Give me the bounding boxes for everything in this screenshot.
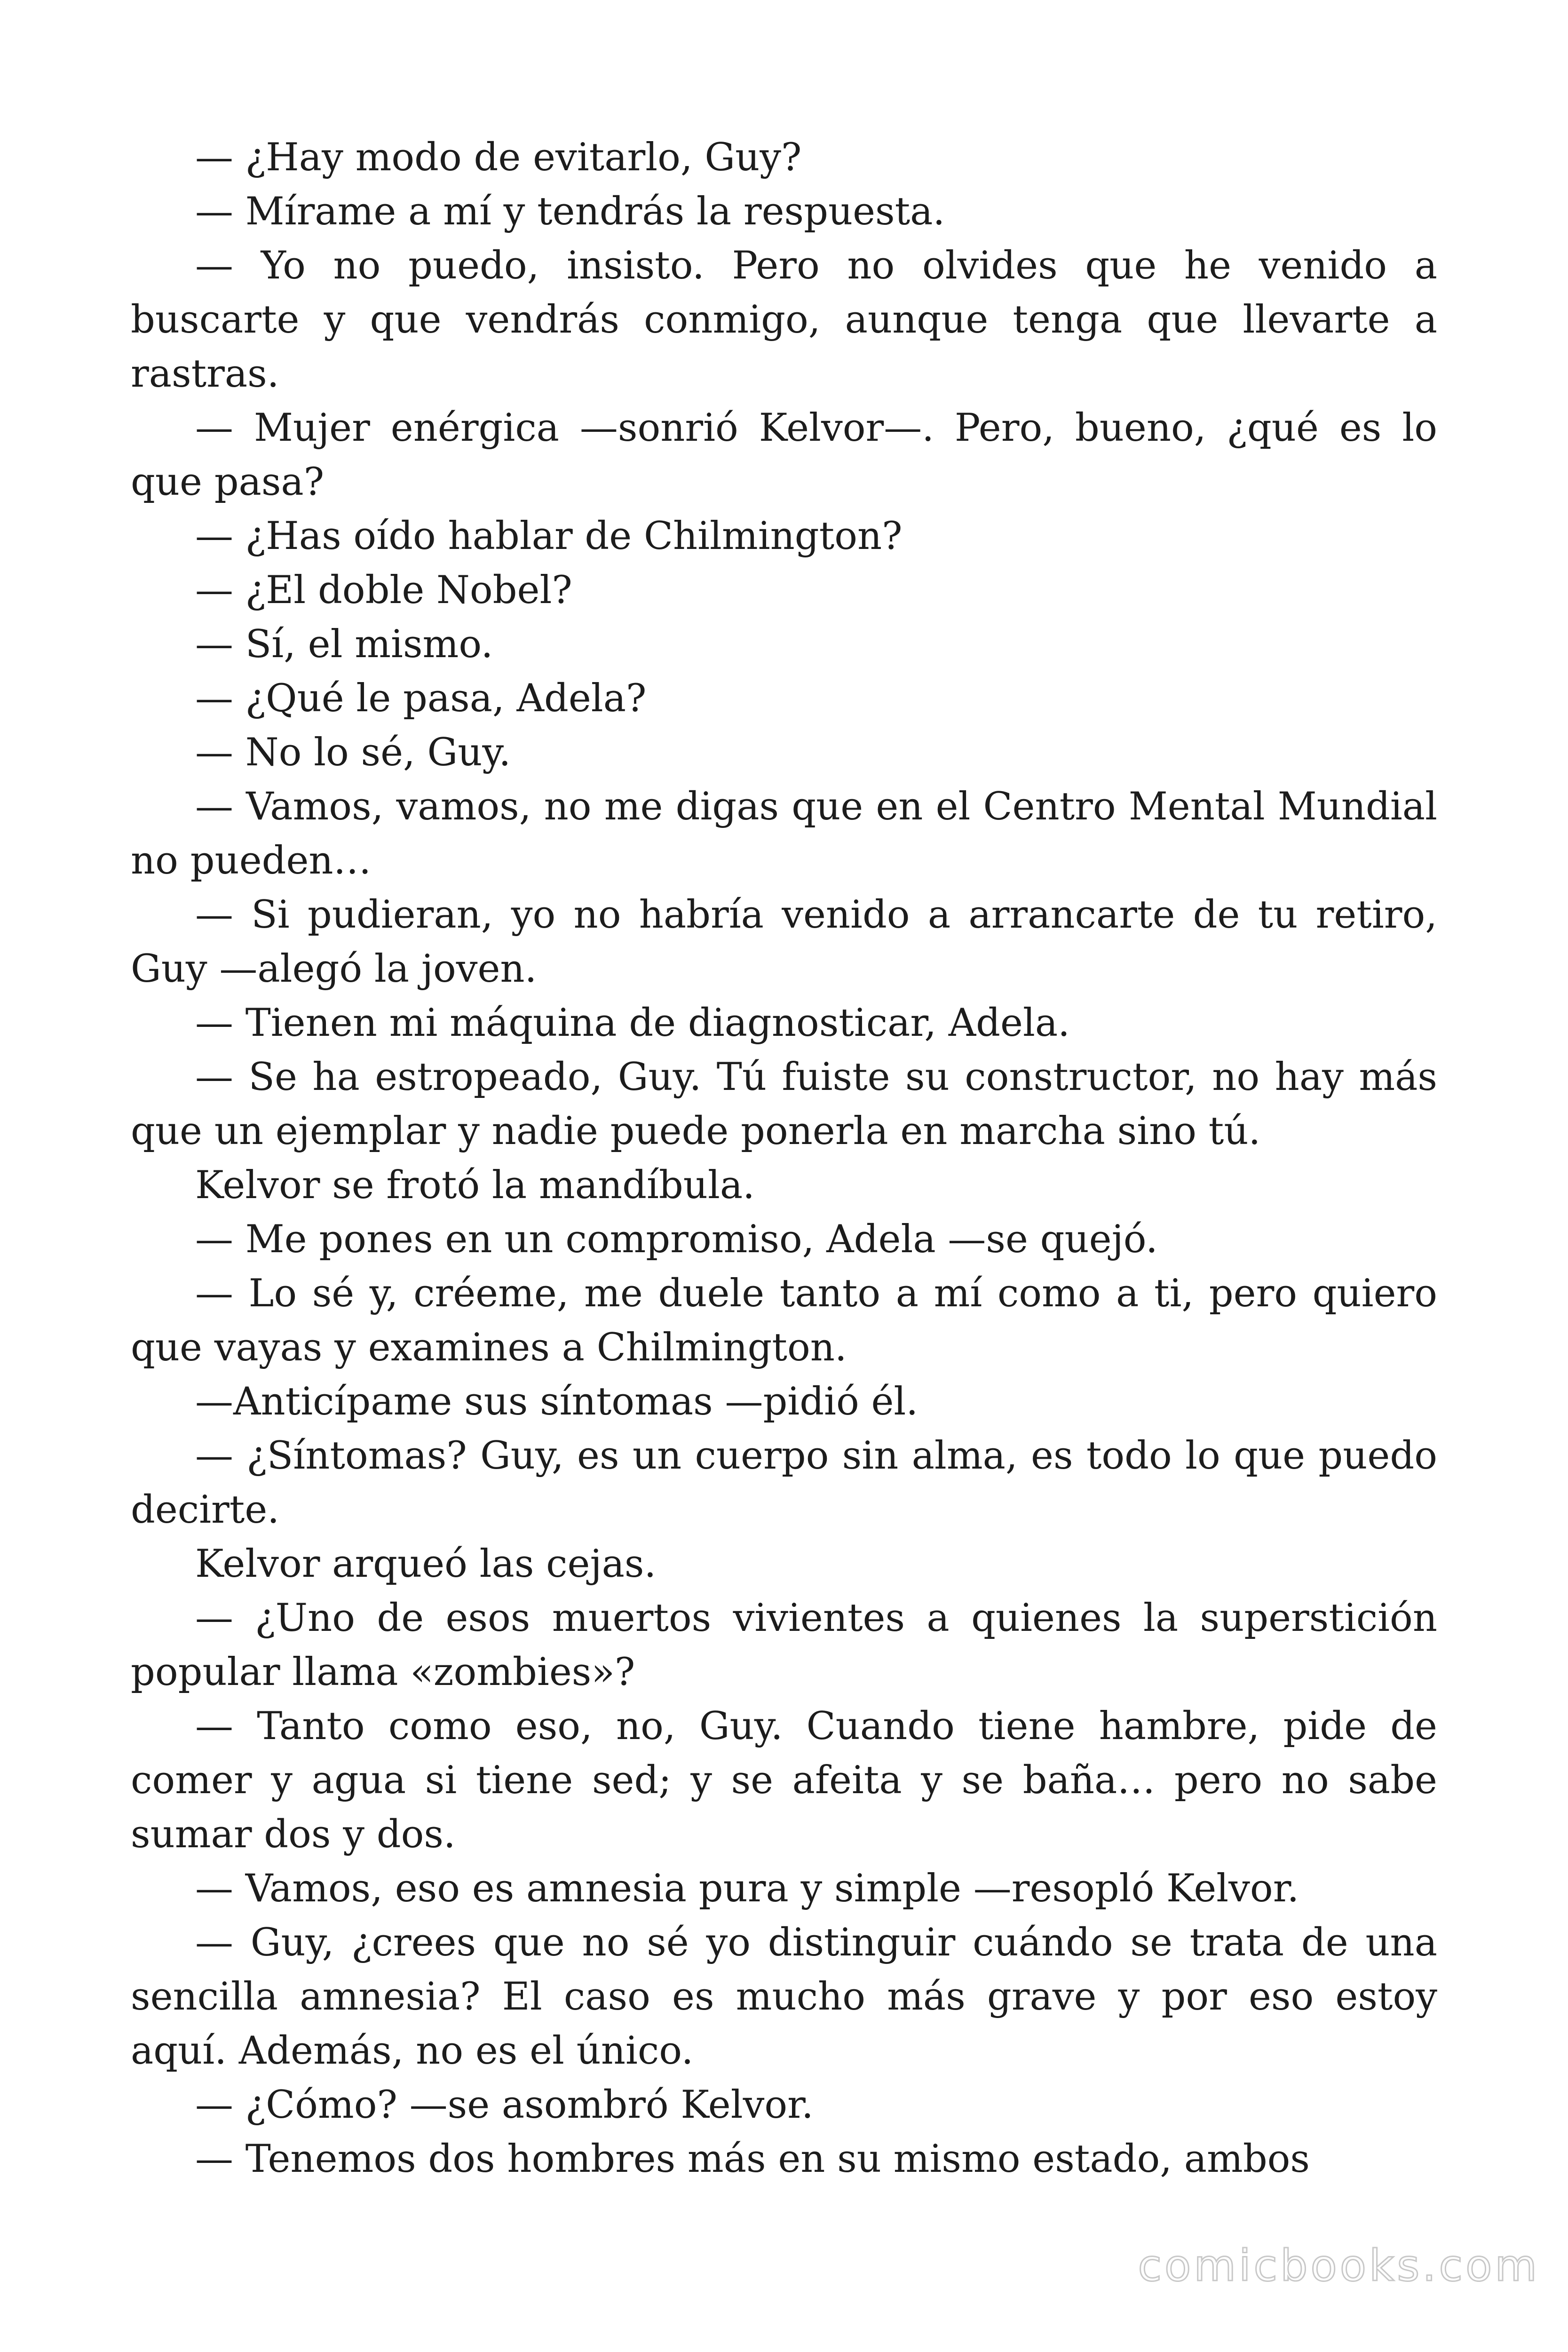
paragraph: — ¿Qué le pasa, Adela? (195, 676, 647, 721)
paragraph: — Guy, ¿crees que no sé yo distinguir cuándo se trata de una sencilla amnesia? El caso es mucho más grave y por eso estoy aquí. Además, no es el único. (131, 1921, 1437, 2073)
paragraph: — ¿El doble Nobel? (195, 568, 572, 612)
paragraph: — Vamos, eso es amnesia pura y simple —resopló Kelvor. (195, 1867, 1299, 1911)
book-page-text (131, 131, 1437, 2186)
watermark: comicbooks.com (1138, 2241, 1540, 2291)
paragraph: — Tienen mi máquina de diagnosticar, Adela. (195, 1001, 1070, 1045)
paragraph: — ¿Síntomas? Guy, es un cuerpo sin alma, es todo lo que puedo decirte. (131, 1434, 1437, 1532)
paragraph: — ¿Uno de esos muertos vivientes a quienes la superstición popular llama «zombies»? (131, 1596, 1437, 1694)
paragraph: — Se ha estropeado, Guy. Tú fuiste su constructor, no hay más que un ejemplar y nadie puede ponerla en marcha sino tú. (131, 1055, 1437, 1153)
paragraph: — Mujer enérgica —sonrió Kelvor—. Pero, bueno, ¿qué es lo que pasa? (131, 406, 1437, 504)
paragraph: — Lo sé y, créeme, me duele tanto a mí como a ti, pero quiero que vayas y examines a Chilmington. (131, 1271, 1437, 1370)
paragraph: Kelvor arqueó las cejas. (195, 1542, 657, 1586)
paragraph: — No lo sé, Guy. (195, 731, 511, 775)
paragraph: —Anticípame sus síntomas —pidió él. (195, 1380, 919, 1424)
paragraph: — ¿Cómo? —se asombró Kelvor. (195, 2083, 814, 2127)
paragraph: — Tanto como eso, no, Guy. Cuando tiene hambre, pide de comer y agua si tiene sed; y se afeita y se baña… pero no sabe sumar dos y dos. (131, 1704, 1437, 1857)
paragraph: — Tenemos dos hombres más en su mismo estado, ambos (195, 2137, 1310, 2181)
paragraph: — ¿Hay modo de evitarlo, Guy? (195, 135, 802, 180)
paragraph: — Yo no puedo, insisto. Pero no olvides que he venido a buscarte y que vendrás conmigo, aunque tenga que llevarte a rastras. (131, 244, 1437, 396)
paragraph: — Si pudieran, yo no habría venido a arrancarte de tu retiro, Guy —alegó la joven. (131, 893, 1437, 991)
paragraph: — Vamos, vamos, no me digas que en el Centro Mental Mundial no pueden… (131, 785, 1437, 883)
paragraph: — ¿Has oído hablar de Chilmington? (195, 514, 903, 558)
paragraph: — Sí, el mismo. (195, 622, 493, 667)
paragraph: — Me pones en un compromiso, Adela —se quejó. (195, 1217, 1158, 1262)
paragraph: — Mírame a mí y tendrás la respuesta. (195, 190, 945, 234)
paragraph: Kelvor se frotó la mandíbula. (195, 1163, 755, 1208)
